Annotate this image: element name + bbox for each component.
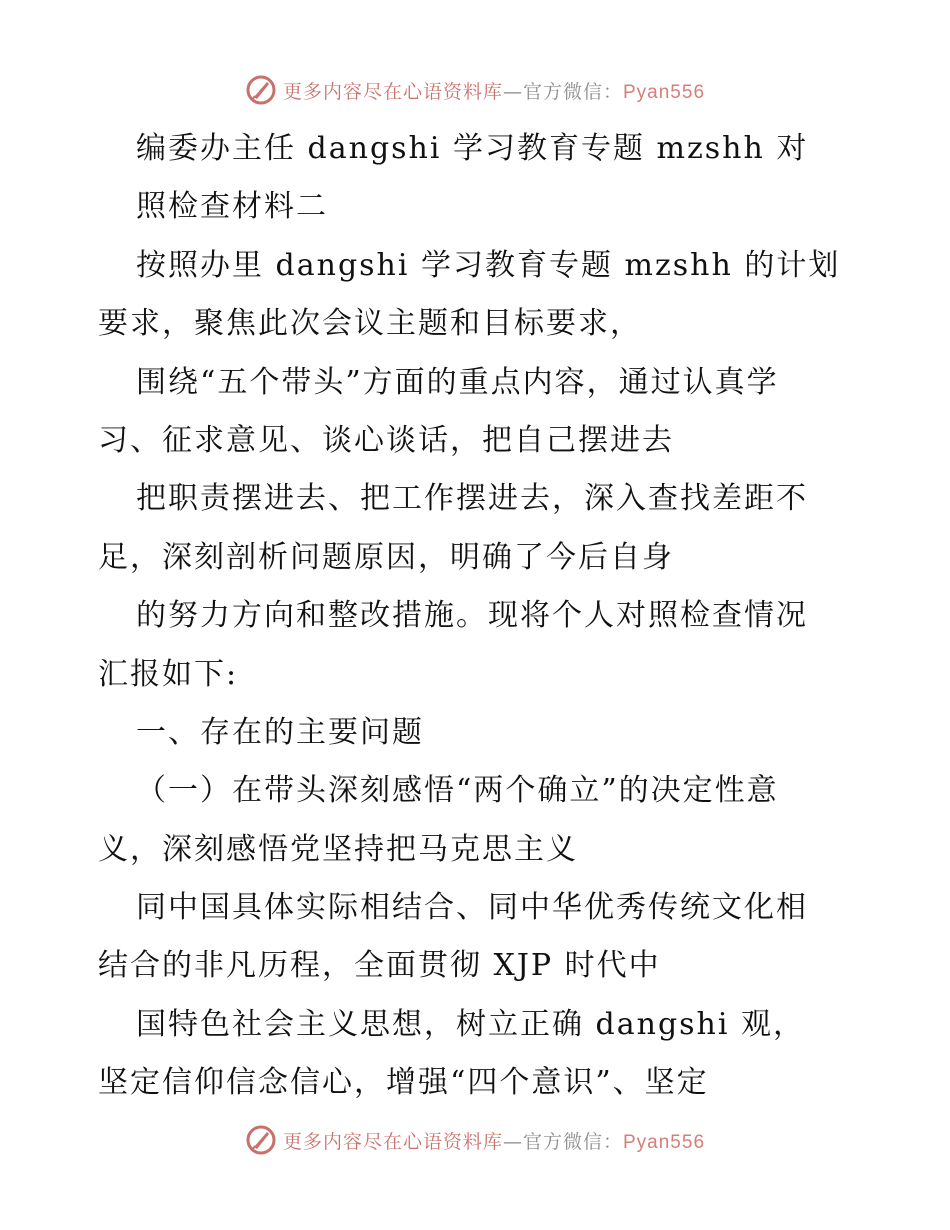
doc-line: 义，深刻感悟党坚持把马克思主义 xyxy=(98,831,578,867)
watermark-account: Pyan556 xyxy=(623,1131,706,1153)
doc-line: 汇报如下: xyxy=(98,656,239,692)
doc-line: 足，深刻剖析问题原因，明确了今后自身 xyxy=(98,539,674,575)
watermark-text xyxy=(283,1127,705,1154)
watermark-wechat-label: 官方微信： xyxy=(522,80,623,103)
header-watermark-banner xyxy=(0,70,950,110)
watermark-text xyxy=(283,77,705,104)
watermark-separator: — xyxy=(502,1130,523,1153)
doc-line: 照检查材料二 xyxy=(136,189,328,225)
document-body xyxy=(98,120,858,1113)
feather-pen-logo-icon xyxy=(245,1124,277,1156)
doc-line: 的努力方向和整改措施。现将个人对照检查情况 xyxy=(136,598,808,634)
doc-line: 围绕“五个带头”方面的重点内容，通过认真学 xyxy=(136,364,779,400)
watermark-account: Pyan556 xyxy=(623,81,706,103)
section-heading: 一、存在的主要问题 xyxy=(136,714,424,750)
doc-line: 按照办里 dangshi 学习教育专题 mzshh 的计划 xyxy=(136,247,841,283)
doc-line: 国特色社会主义思想，树立正确 dangshi 观， xyxy=(136,1006,805,1042)
doc-line: （一）在带头深刻感悟“两个确立”的决定性意 xyxy=(136,773,779,809)
watermark-separator: — xyxy=(502,80,523,103)
doc-line: 要求，聚焦此次会议主题和目标要求， xyxy=(98,306,642,342)
doc-line: 坚定信仰信念信心，增强“四个意识”、坚定 xyxy=(98,1065,709,1101)
watermark-slogan: 更多内容尽在心语资料库 xyxy=(282,1130,503,1153)
watermark-slogan: 更多内容尽在心语资料库 xyxy=(282,80,503,103)
watermark-wechat-label: 官方微信： xyxy=(522,1130,623,1153)
doc-line: 把职责摆进去、把工作摆进去，深入查找差距不 xyxy=(136,481,808,517)
feather-pen-logo-icon xyxy=(245,74,277,106)
doc-line: 结合的非凡历程，全面贯彻 XJP 时代中 xyxy=(98,948,661,984)
doc-line: 编委办主任 dangshi 学习教育专题 mzshh 对 xyxy=(136,131,809,166)
doc-line: 习、征求意见、谈心谈话，把自己摆进去 xyxy=(98,422,674,458)
doc-line: 同中国具体实际相结合、同中华优秀传统文化相 xyxy=(136,890,808,926)
footer-watermark-banner xyxy=(0,1120,950,1160)
